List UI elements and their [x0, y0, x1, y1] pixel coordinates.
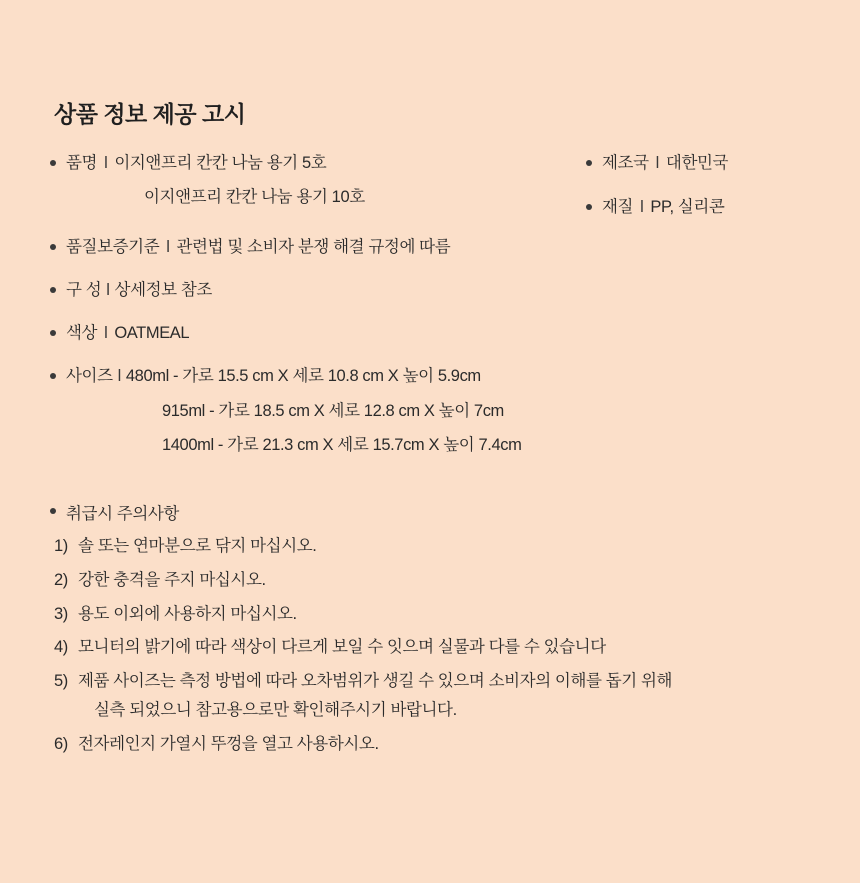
page-title: 상품 정보 제공 고시: [54, 101, 246, 127]
list-item-text: 강한 충격을 주지 마십시오.: [78, 570, 266, 589]
spec-row-size: [46, 365, 586, 459]
size-line-3: 1400ml - 가로 21.3 cm X 세로 15.7cm X 높이 7.4cm: [162, 436, 522, 455]
spec-label: 사이즈: [66, 366, 113, 385]
spec-value-secondary: 이지앤프리 칸칸 나눔 용기 10호: [144, 187, 365, 206]
list-item-text: 제품 사이즈는 측정 방법에 따라 오차범위가 생길 수 있으며 소비자의 이해를 돕기 위해: [78, 672, 673, 690]
spec-value: 대한민국: [665, 154, 729, 172]
list-item-text: 모니터의 밝기에 따라 색상이 다르게 보일 수 잇으며 실물과 다를 수 있습니다: [78, 638, 606, 657]
list-item-number: 1): [54, 537, 68, 555]
spec-label: 색상: [66, 323, 98, 342]
separator-icon: l: [104, 154, 108, 172]
spec-label: 구 성: [66, 280, 102, 299]
list-item-text: 용도 이외에 사용하지 마십시오.: [78, 604, 297, 623]
spec-label: 품질보증기준: [66, 237, 160, 256]
list-item: [54, 534, 836, 559]
precautions-heading: 취급시 주의사항: [46, 500, 836, 524]
list-item-text: 솔 또는 연마분으로 닦지 마십시오.: [78, 537, 317, 555]
list-item-number: 3): [54, 604, 68, 623]
separator-icon: l: [640, 197, 644, 216]
list-item: [54, 568, 836, 593]
list-item-number: 6): [54, 734, 68, 753]
spec-row-product-name: [46, 152, 586, 210]
spec-label: 재질: [602, 197, 634, 216]
spec-list-right: [582, 152, 852, 240]
list-item: [54, 669, 836, 723]
spec-label: 제조국: [602, 154, 649, 172]
size-line-1: 480ml - 가로 15.5 cm X 세로 10.8 cm X 높이 5.9cm: [125, 366, 481, 385]
list-item: [54, 602, 836, 627]
size-line-2: 915ml - 가로 18.5 cm X 세로 12.8 cm X 높이 7cm: [162, 401, 504, 420]
separator-icon: l: [104, 323, 108, 342]
precautions-list: [46, 534, 836, 756]
list-item-number: 5): [54, 672, 68, 690]
spec-row-composition: [46, 279, 586, 303]
list-item-number: 4): [54, 638, 68, 657]
spec-value: 관련법 및 소비자 분쟁 해결 규정에 따름: [176, 237, 451, 256]
separator-icon: l: [655, 154, 659, 172]
spec-row-material: [582, 196, 852, 220]
spec-row-origin: [582, 152, 852, 176]
list-item-number: 2): [54, 570, 68, 589]
spec-list-left: [46, 152, 586, 477]
list-item: [54, 635, 836, 660]
spec-value: 상세정보 참조: [114, 280, 212, 299]
spec-row-warranty: [46, 236, 586, 260]
list-item-text: 전자레인지 가열시 뚜껑을 열고 사용하시오.: [78, 734, 379, 753]
spec-value: PP, 실리콘: [650, 197, 725, 216]
spec-row-color: [46, 322, 586, 346]
spec-label: 품명: [66, 154, 98, 172]
precautions-section: [46, 500, 836, 765]
separator-icon: l: [166, 237, 170, 256]
spec-value: OATMEAL: [114, 323, 190, 342]
spec-value: 이지앤프리 칸칸 나눔 용기 5호: [114, 154, 327, 172]
list-item: [54, 732, 836, 757]
separator-icon: l: [117, 366, 121, 385]
list-item-text-continued: 실측 되었으니 참고용으로만 확인해주시기 바랍니다.: [94, 700, 457, 719]
separator-icon: l: [106, 280, 110, 299]
